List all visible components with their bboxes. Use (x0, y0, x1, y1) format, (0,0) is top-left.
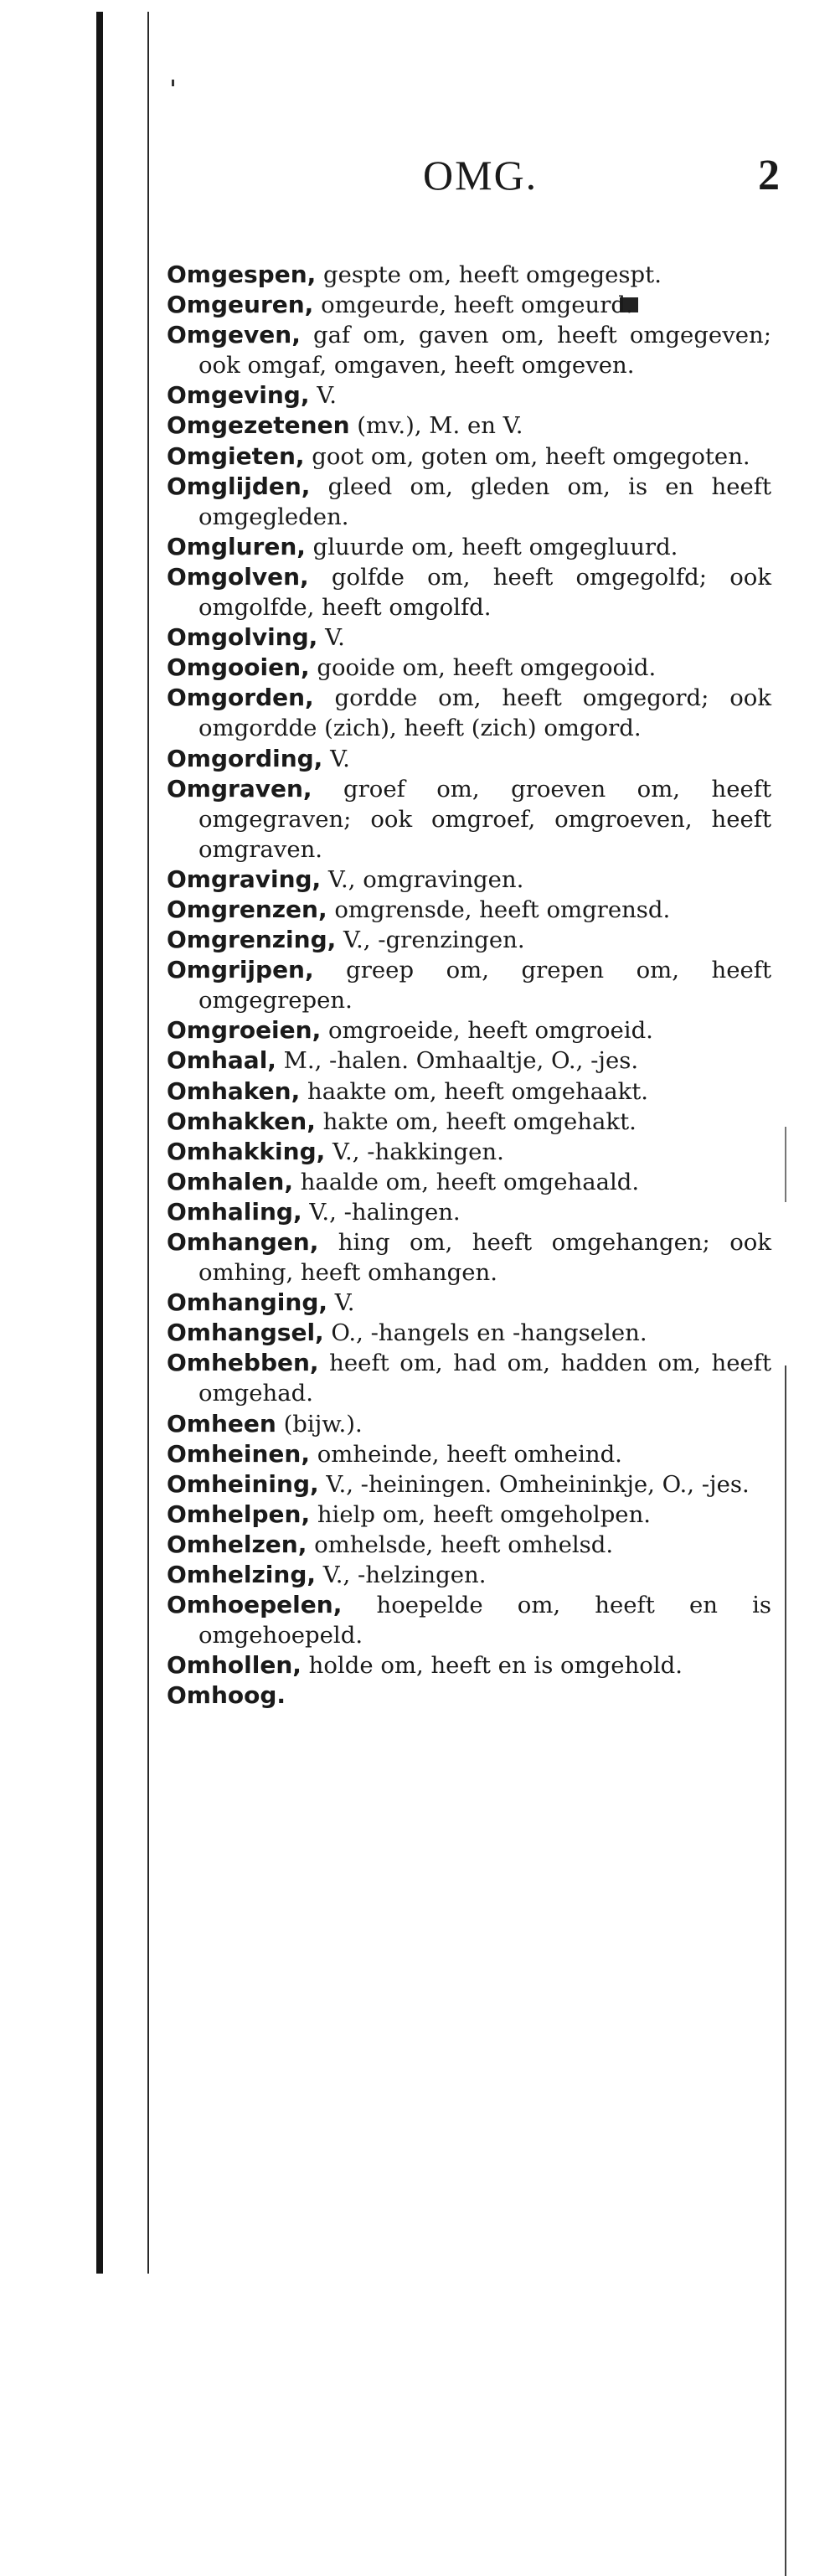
entry-definition: gooide om, heeft omgegooid. (309, 654, 657, 682)
entry-definition: (bijw.). (276, 1410, 363, 1438)
entry-definition: groef om, groeven om, heeft omgegraven; ook omgroef, omgroeven, heeft omgraven. (198, 775, 771, 863)
entry-definition: hoepelde om, heeft en is omgehoepeld. (198, 1592, 771, 1649)
dictionary-entry (167, 774, 771, 865)
dictionary-entry (167, 1107, 771, 1137)
dictionary-entry (167, 1015, 771, 1045)
entry-headword: Omhaal, (167, 1046, 276, 1075)
entry-definition: hielp om, heeft omgeholpen. (310, 1500, 652, 1528)
entry-definition: V., -halingen. (302, 1198, 461, 1226)
entry-headword: Omgolving, (167, 623, 318, 652)
entry-definition: omgeurde, heeft omgeurd. (313, 292, 633, 319)
dictionary-entry (167, 683, 771, 743)
right-margin-rule-fragment (785, 1127, 786, 1202)
dictionary-entry (167, 653, 771, 683)
dictionary-entry (167, 1650, 771, 1680)
entry-headword: Omgorden, (167, 684, 314, 712)
dictionary-entry (167, 1137, 771, 1167)
entry-definition: V. (309, 382, 338, 410)
dictionary-entry (167, 895, 771, 925)
entry-definition: V. (327, 1289, 355, 1317)
entry-definition: golfde om, heeft omgegolfd; ook omgolfde, heeft omgolfd. (198, 563, 771, 622)
dictionary-entry (167, 1167, 771, 1197)
entry-headword: Omheen (167, 1409, 276, 1438)
entry-definition: omhelsde, heeft omhelsd. (307, 1531, 614, 1558)
entry-headword: Omgespen, (167, 261, 317, 288)
entry-headword: Omgeving, (167, 381, 310, 410)
dictionary-entry (167, 410, 771, 441)
entry-headword: Omgezetenen (167, 411, 350, 440)
dictionary-entry (167, 1500, 771, 1530)
entry-headword: Omhelzen, (167, 1530, 307, 1558)
page-header (0, 151, 835, 209)
scan-speck (172, 80, 174, 86)
entry-definition: gaf om, gaven om, heeft omgegeven; ook omgaf, omgaven, heeft omgeven. (198, 322, 771, 379)
entry-headword: Omgieten, (167, 441, 305, 470)
dictionary-entry (167, 1076, 771, 1107)
entry-headword: Omhakking, (167, 1137, 326, 1165)
dictionary-entry (167, 441, 771, 472)
entry-headword: Omgooien, (167, 653, 310, 682)
entry-definition: V., -heiningen. Omheininkje, O., -jes. (318, 1470, 750, 1498)
entry-headword: Omhaling, (167, 1197, 302, 1226)
dictionary-entry (167, 290, 771, 320)
entry-headword: Omgrijpen, (167, 956, 314, 984)
dictionary-entry (167, 532, 771, 562)
entry-headword: Omhangsel, (167, 1319, 324, 1347)
entry-headword: Omglijden, (167, 472, 311, 500)
entry-definition: M., -halen. Omhaaltje, O., -jes. (276, 1047, 639, 1075)
dictionary-entry (167, 1530, 771, 1560)
dictionary-entry (167, 472, 771, 532)
dictionary-entry (167, 865, 771, 895)
entry-definition: V., -grenzingen. (336, 927, 525, 954)
entry-headword: Omgording, (167, 744, 323, 772)
dictionary-entry (167, 260, 771, 290)
dictionary-entry (167, 1590, 771, 1650)
dictionary-entry (167, 1318, 771, 1348)
dictionary-entry (167, 1045, 771, 1076)
dictionary-entry (167, 1439, 771, 1469)
entry-headword: Omgeven, (167, 321, 301, 349)
page-title: OMG. (423, 152, 539, 199)
right-margin-rule (785, 1365, 786, 2576)
dictionary-entry (167, 744, 771, 774)
entry-definition: haalde om, heeft omgehaald. (292, 1168, 640, 1195)
entry-headword: Omhollen, (167, 1651, 302, 1680)
entry-definition: omgrensde, heeft omgrensd. (327, 896, 671, 923)
entry-headword: Omheinen, (167, 1439, 310, 1468)
entry-definition: heeft om, had om, hadden om, heeft omgehad. (198, 1350, 771, 1407)
entry-definition: omheinde, heeft omheind. (310, 1440, 622, 1468)
entry-headword: Omhoog. (167, 1681, 286, 1710)
dictionary-entry (167, 955, 771, 1015)
entry-definition: V. (322, 745, 350, 772)
entry-headword: Omgraven, (167, 774, 312, 803)
entry-definition: gordde om, heeft omgegord; ook omgordde (zich), heeft (zich) omgord. (198, 684, 771, 742)
entry-definition: V., -helzingen. (316, 1562, 487, 1589)
dictionary-entry (167, 1227, 771, 1288)
left-margin-rule (96, 12, 103, 2274)
entry-headword: Omhalen, (167, 1167, 293, 1195)
column-rule (147, 12, 149, 2274)
entry-definition: V., -hakkingen. (325, 1138, 504, 1165)
entry-headword: Omhelzing, (167, 1561, 317, 1589)
entry-definition: gleed om, gleden om, is en heeft omgegleden. (198, 472, 771, 530)
entry-headword: Omhanging, (167, 1288, 327, 1317)
entry-headword: Omgrenzen, (167, 895, 327, 923)
entry-headword: Omgroeien, (167, 1016, 322, 1045)
entry-definition: V., omgravingen. (321, 865, 524, 893)
dictionary-entry (167, 925, 771, 955)
entry-definition: omgroeide, heeft omgroeid. (321, 1017, 653, 1045)
entry-headword: Omheining, (167, 1469, 319, 1498)
entry-definition: haakte om, heeft omgehaakt. (300, 1077, 649, 1105)
entry-headword: Omgolven, (167, 562, 309, 591)
dictionary-entry (167, 380, 771, 410)
entry-definition: goot om, goten om, heeft omgegoten. (304, 442, 750, 470)
dictionary-entry (167, 1469, 771, 1500)
entry-definition: (mv.), M. en V. (349, 412, 523, 440)
dictionary-entry (167, 1560, 771, 1590)
dictionary-entry (167, 1288, 771, 1318)
entry-headword: Omgeuren, (167, 291, 314, 319)
dictionary-entry (167, 562, 771, 622)
dictionary-entry (167, 1409, 771, 1439)
entry-definition: V. (317, 624, 345, 652)
entry-headword: Omgrenzing, (167, 926, 337, 954)
dictionary-entry (167, 1680, 771, 1711)
entry-definition: holde om, heeft en is omgehold. (301, 1652, 683, 1680)
entry-headword: Omgluren, (167, 532, 306, 560)
entry-definition: gespte om, heeft omgegespt. (316, 261, 662, 288)
dictionary-entry (167, 1348, 771, 1408)
entry-headword: Omhelpen, (167, 1500, 311, 1528)
dictionary-entry (167, 1197, 771, 1227)
entry-definition: hakte om, heeft omgehakt. (315, 1107, 637, 1135)
dictionary-entry (167, 320, 771, 380)
entry-definition: O., -hangels en -hangselen. (323, 1319, 647, 1347)
dictionary-entry (167, 622, 771, 653)
entry-headword: Omgraving, (167, 865, 322, 893)
entry-definition: gluurde om, heeft omgegluurd. (305, 533, 678, 560)
dictionary-entry-list (167, 260, 771, 1711)
page-number: 2 (758, 152, 780, 199)
entry-headword: Omhangen, (167, 1228, 319, 1256)
entry-definition: greep om, grepen om, heeft omgegrepen. (198, 957, 771, 1014)
entry-headword: Omhoepelen, (167, 1591, 343, 1619)
entry-headword: Omhebben, (167, 1349, 319, 1377)
entry-definition: hing om, heeft omgehangen; ook omhing, heeft omhangen. (198, 1229, 771, 1287)
entry-headword: Omhaken, (167, 1076, 301, 1105)
entry-headword: Omhakken, (167, 1107, 316, 1135)
